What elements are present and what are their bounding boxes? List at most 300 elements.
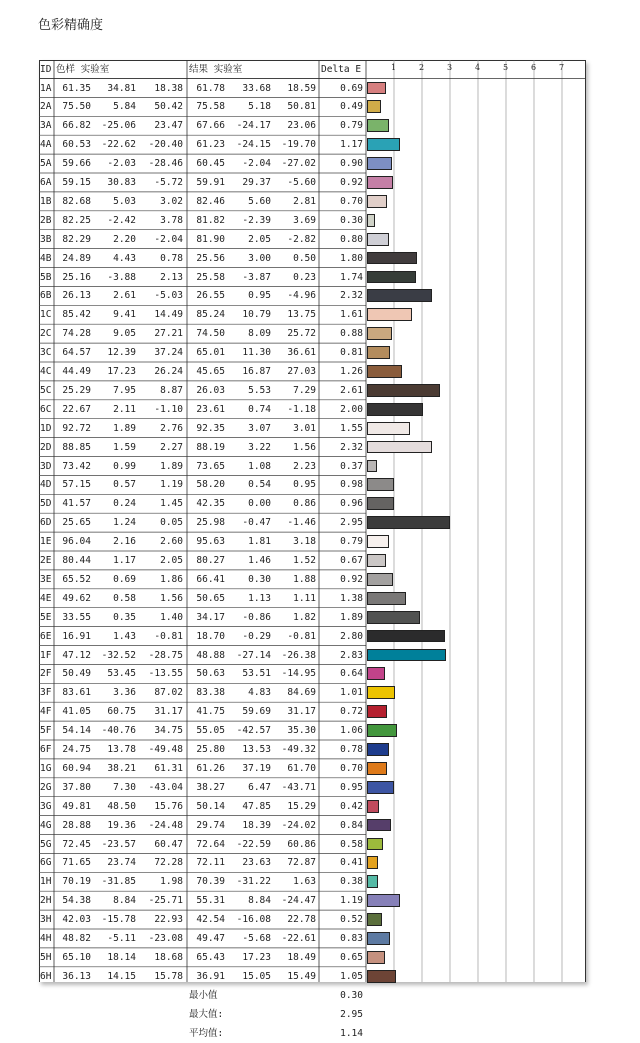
summary-label: 最小值 [189, 989, 218, 1001]
result-lab-value: 55.31 [196, 895, 225, 907]
sample-lab-value: -25.06 [101, 120, 136, 132]
delta-e-value: 2.32 [340, 441, 363, 453]
result-lab-value: 58.20 [196, 479, 225, 491]
result-lab-value: 13.53 [242, 744, 271, 755]
delta-e-bar [367, 157, 392, 170]
patch-id: 6D [40, 517, 52, 529]
result-lab-value: 50.63 [196, 668, 225, 680]
delta-e-bar [367, 838, 383, 851]
sample-lab-value: 2.11 [113, 403, 136, 415]
delta-e-bar [367, 724, 397, 737]
sample-lab-value: 2.27 [160, 441, 183, 453]
result-lab-value: 92.35 [196, 422, 225, 434]
result-lab-value: 1.81 [248, 536, 271, 548]
delta-e-bar [367, 308, 412, 321]
sample-lab-value: 44.49 [62, 366, 91, 377]
delta-e-value: 1.05 [340, 970, 363, 982]
sample-lab-value: 0.69 [113, 573, 136, 585]
delta-e-bar [367, 478, 394, 491]
sample-lab-value: -5.72 [154, 177, 183, 188]
sample-lab-value: 26.13 [62, 290, 91, 302]
sample-lab-value: 73.42 [62, 460, 91, 472]
sample-lab-value: 82.25 [62, 214, 91, 226]
result-lab-value: 74.50 [196, 328, 225, 340]
delta-e-bar [367, 176, 393, 189]
delta-e-value: 0.81 [340, 347, 363, 359]
result-lab-value: 47.85 [242, 800, 271, 812]
sample-lab-value: 15.76 [154, 800, 183, 812]
sample-lab-value: -24.48 [148, 819, 183, 831]
sample-lab-value: 60.75 [107, 706, 136, 718]
result-lab-value: 16.87 [242, 366, 271, 377]
delta-e-value: 1.06 [340, 725, 363, 737]
delta-e-value: 0.52 [340, 914, 363, 926]
delta-e-bar [367, 875, 378, 888]
patch-id: 1A [40, 82, 52, 94]
delta-e-value: 1.55 [340, 422, 363, 434]
patch-id: 2H [40, 895, 52, 907]
sample-lab-value: 19.36 [107, 819, 136, 831]
delta-e-bar [367, 403, 423, 416]
patch-id: 6E [40, 630, 52, 642]
delta-e-value: 0.78 [340, 744, 363, 755]
sample-lab-value: 0.99 [113, 460, 136, 472]
result-lab-value: -24.47 [281, 895, 316, 907]
sample-lab-value: 85.42 [62, 309, 91, 321]
result-lab-value: -26.38 [281, 649, 316, 661]
sample-lab-value: 60.47 [154, 838, 183, 850]
result-lab-value: -1.18 [287, 403, 316, 415]
sample-lab-value: 38.21 [107, 762, 136, 774]
sample-lab-value: 70.19 [62, 876, 91, 888]
patch-id: 3C [40, 347, 52, 359]
result-lab-value: -5.68 [242, 933, 271, 944]
sample-lab-value: 96.04 [62, 536, 91, 548]
sample-lab-value: 26.24 [154, 366, 183, 377]
result-lab-value: 25.98 [196, 517, 225, 529]
sample-lab-value: 1.45 [160, 498, 183, 510]
result-lab-value: 0.00 [248, 498, 271, 510]
result-lab-value: 1.46 [248, 555, 271, 566]
color-accuracy-table [39, 60, 586, 1039]
result-lab-value: 61.78 [196, 82, 225, 94]
delta-e-value: 0.38 [340, 876, 363, 888]
result-lab-value: 23.06 [287, 120, 316, 132]
result-lab-value: 3.00 [248, 252, 271, 264]
delta-e-bar [367, 119, 389, 132]
patch-id: 5D [40, 498, 52, 510]
sample-lab-value: 7.30 [113, 781, 136, 793]
sample-lab-value: 49.62 [62, 592, 91, 604]
sample-lab-value: 48.82 [62, 933, 91, 944]
sample-lab-value: -32.52 [101, 649, 136, 661]
sample-lab-value: 4.43 [113, 252, 136, 264]
sample-lab-value: 25.16 [62, 271, 91, 283]
patch-id: 4F [40, 706, 52, 718]
axis-tick-label: 6 [531, 63, 537, 72]
delta-e-bar [367, 819, 391, 832]
delta-e-value: 1.17 [340, 139, 363, 151]
result-lab-value: 18.49 [287, 951, 316, 963]
result-lab-value: 27.03 [287, 366, 316, 377]
patch-id: 1G [40, 762, 52, 774]
sample-lab-value: 57.15 [62, 479, 91, 491]
result-lab-value: 50.65 [196, 592, 225, 604]
delta-e-value: 2.95 [340, 517, 363, 529]
result-lab-value: 66.41 [196, 573, 225, 585]
patch-id: 3E [40, 573, 52, 585]
sample-lab-value: 17.23 [107, 366, 136, 377]
patch-id: 1H [40, 876, 52, 888]
sample-lab-value: 1.40 [160, 611, 183, 623]
result-lab-value: 11.30 [242, 347, 271, 359]
sample-lab-value: 25.29 [62, 384, 91, 396]
axis-tick-label: 7 [559, 63, 565, 72]
sample-lab-value: 5.84 [113, 101, 136, 113]
patch-id: 4H [40, 933, 52, 944]
result-lab-value: 25.56 [196, 252, 225, 264]
result-lab-value: 36.91 [196, 970, 225, 982]
sample-lab-value: 8.84 [113, 895, 136, 907]
result-lab-value: -31.22 [236, 876, 271, 888]
delta-e-value: 1.89 [340, 611, 363, 623]
sample-lab-value: 1.24 [113, 517, 136, 529]
result-lab-value: 72.87 [287, 857, 316, 869]
sample-lab-value: 74.28 [62, 328, 91, 340]
patch-id: 2D [40, 441, 52, 453]
result-lab-value: 5.60 [248, 195, 271, 207]
sample-lab-value: 37.24 [154, 347, 183, 359]
result-lab-value: 3.69 [293, 214, 316, 226]
delta-e-bar [367, 951, 385, 964]
sample-lab-value: -5.03 [154, 290, 183, 302]
delta-e-bar [367, 573, 393, 586]
axis-tick-label: 5 [503, 63, 509, 72]
result-lab-value: 65.43 [196, 951, 225, 963]
delta-e-value: 2.80 [340, 630, 363, 642]
delta-e-value: 0.92 [340, 573, 363, 585]
delta-e-value: 0.41 [340, 857, 363, 869]
patch-id: 5G [40, 838, 52, 850]
delta-e-bar [367, 82, 386, 95]
delta-e-value: 0.69 [340, 82, 363, 94]
result-lab-value: 0.30 [248, 573, 271, 585]
delta-e-bar [367, 365, 402, 378]
delta-e-value: 0.79 [340, 536, 363, 548]
sample-lab-value: 1.98 [160, 876, 183, 888]
sample-lab-value: -22.62 [101, 139, 136, 151]
patch-id: 4E [40, 592, 52, 604]
patch-id: 4D [40, 479, 52, 491]
sample-lab-value: 80.44 [62, 555, 91, 566]
sample-lab-value: 1.43 [113, 630, 136, 642]
delta-e-bar [367, 970, 396, 983]
result-lab-value: 1.56 [293, 441, 316, 453]
result-lab-value: 1.82 [293, 611, 316, 623]
sample-lab-value: 3.36 [113, 687, 136, 699]
sample-lab-value: 23.47 [154, 120, 183, 132]
sample-lab-value: 9.05 [113, 328, 136, 340]
result-lab-value: 37.19 [242, 762, 271, 774]
sample-lab-value: 13.78 [107, 744, 136, 755]
patch-id: 2C [40, 328, 52, 340]
sample-lab-value: -25.71 [148, 895, 183, 907]
delta-e-bar [367, 932, 390, 945]
delta-e-bar [367, 856, 378, 869]
sample-lab-value: 24.75 [62, 744, 91, 755]
delta-e-bar [367, 800, 379, 813]
sample-lab-value: 1.86 [160, 573, 183, 585]
sample-lab-value: 53.45 [107, 668, 136, 680]
delta-e-value: 0.72 [340, 706, 363, 718]
sample-lab-value: 1.56 [160, 592, 183, 604]
result-lab-value: 1.11 [293, 592, 316, 604]
delta-e-bar [367, 554, 386, 567]
sample-lab-value: -40.76 [101, 725, 136, 737]
result-lab-value: -27.14 [236, 649, 271, 661]
delta-e-value: 1.80 [340, 252, 363, 264]
sample-lab-value: 28.88 [62, 819, 91, 831]
sample-lab-value: 30.83 [107, 177, 136, 188]
sample-lab-value: 60.94 [62, 762, 91, 774]
sample-lab-value: 1.59 [113, 441, 136, 453]
sample-lab-value: 12.39 [107, 347, 136, 359]
sample-lab-value: 9.41 [113, 309, 136, 321]
result-lab-value: 26.55 [196, 290, 225, 302]
delta-e-value: 0.98 [340, 479, 363, 491]
result-lab-value: 25.58 [196, 271, 225, 283]
result-lab-value: 8.09 [248, 328, 271, 340]
result-lab-value: 35.30 [287, 725, 316, 737]
delta-e-value: 1.74 [340, 271, 363, 283]
delta-e-value: 0.64 [340, 668, 363, 680]
patch-id: 4B [40, 252, 52, 264]
result-lab-value: 61.26 [196, 762, 225, 774]
sample-lab-value: 59.66 [62, 158, 91, 170]
result-lab-value: 60.86 [287, 838, 316, 850]
summary-label: 平均值: [189, 1027, 224, 1039]
result-lab-value: 5.18 [248, 101, 271, 113]
sample-lab-value: -15.78 [101, 914, 136, 926]
result-lab-value: 42.54 [196, 914, 225, 926]
sample-lab-value: 15.78 [154, 970, 183, 982]
sample-lab-value: 2.13 [160, 271, 183, 283]
sample-lab-value: 66.82 [62, 120, 91, 132]
result-lab-value: 17.23 [242, 951, 271, 963]
result-lab-value: 50.81 [287, 101, 316, 113]
sample-lab-value: -43.04 [148, 781, 183, 793]
sample-lab-value: 3.02 [160, 195, 183, 207]
delta-e-bar [367, 762, 387, 775]
result-lab-value: 18.70 [196, 630, 225, 642]
result-lab-value: 18.39 [242, 819, 271, 831]
patch-id: 1C [40, 309, 52, 321]
patch-id: 4A [40, 139, 52, 151]
result-lab-value: 22.78 [287, 914, 316, 926]
result-lab-value: 15.29 [287, 800, 316, 812]
sample-lab-value: 2.61 [113, 290, 136, 302]
delta-e-bar [367, 233, 389, 246]
result-lab-value: -16.08 [236, 914, 271, 926]
result-lab-value: 67.66 [196, 120, 225, 132]
sample-lab-value: 24.89 [62, 252, 91, 264]
sample-lab-value: 72.28 [154, 857, 183, 869]
sample-lab-value: 65.52 [62, 573, 91, 585]
sample-lab-value: 7.95 [113, 384, 136, 396]
delta-e-bar [367, 535, 389, 548]
result-lab-value: -2.04 [242, 158, 271, 170]
sample-lab-value: 0.57 [113, 479, 136, 491]
sample-lab-value: 61.35 [62, 82, 91, 94]
result-lab-value: -43.71 [281, 781, 316, 793]
sample-lab-value: 42.03 [62, 914, 91, 926]
sample-lab-value: 0.05 [160, 517, 183, 529]
delta-e-value: 0.42 [340, 800, 363, 812]
sample-lab-value: 61.31 [154, 762, 183, 774]
sample-lab-value: 75.50 [62, 101, 91, 113]
delta-e-bar [367, 516, 450, 529]
sample-lab-value: 14.49 [154, 309, 183, 321]
sample-lab-value: 47.12 [62, 649, 91, 661]
sample-lab-value: 23.74 [107, 857, 136, 869]
sample-lab-value: 34.75 [154, 725, 183, 737]
result-lab-value: 70.39 [196, 876, 225, 888]
result-lab-value: 2.81 [293, 195, 316, 207]
sample-lab-value: 2.20 [113, 233, 136, 245]
result-lab-value: 0.50 [293, 252, 316, 264]
sample-lab-value: 8.87 [160, 384, 183, 396]
patch-id: 6B [40, 290, 52, 302]
result-lab-value: 81.90 [196, 233, 225, 245]
sample-lab-value: 2.76 [160, 422, 183, 434]
result-lab-value: 50.14 [196, 800, 225, 812]
sample-lab-value: 65.10 [62, 951, 91, 963]
summary-value: 1.14 [340, 1027, 363, 1039]
result-lab-value: 25.80 [196, 744, 225, 755]
result-lab-value: 34.17 [196, 611, 225, 623]
sample-lab-value: 18.14 [107, 951, 136, 963]
patch-id: 6F [40, 744, 52, 755]
result-lab-value: -42.57 [236, 725, 271, 737]
result-lab-value: 80.27 [196, 555, 225, 566]
delta-e-value: 0.70 [340, 195, 363, 207]
patch-id: 4G [40, 819, 52, 831]
sample-lab-value: 41.05 [62, 706, 91, 718]
patch-id: 6H [40, 970, 52, 982]
result-lab-value: 85.24 [196, 309, 225, 321]
result-lab-value: 42.35 [196, 498, 225, 510]
sample-lab-value: 22.93 [154, 914, 183, 926]
result-lab-value: -27.02 [281, 158, 316, 170]
sample-lab-value: -5.11 [107, 933, 136, 944]
delta-e-bar [367, 592, 406, 605]
delta-e-value: 0.96 [340, 498, 363, 510]
result-lab-value: 13.75 [287, 309, 316, 321]
delta-e-value: 0.90 [340, 158, 363, 170]
delta-e-bar [367, 667, 385, 680]
sample-lab-value: 92.72 [62, 422, 91, 434]
sample-lab-value: -20.40 [148, 139, 183, 151]
result-lab-value: 75.58 [196, 101, 225, 113]
sample-lab-value: 34.81 [107, 82, 136, 94]
result-lab-value: 53.51 [242, 668, 271, 680]
page-title: 色彩精确度 [38, 18, 104, 33]
sample-lab-value: -1.10 [154, 403, 183, 415]
delta-e-bar [367, 100, 381, 113]
sample-lab-value: 50.49 [62, 668, 91, 680]
sample-lab-value: 22.67 [62, 403, 91, 415]
result-lab-value: 0.95 [248, 290, 271, 302]
result-lab-value: 7.29 [293, 384, 316, 396]
sample-lab-value: -23.57 [101, 838, 136, 850]
result-lab-value: 65.01 [196, 347, 225, 359]
result-lab-value: 0.86 [293, 498, 316, 510]
result-lab-value: 1.63 [293, 876, 316, 888]
summary-value: 0.30 [340, 989, 363, 1001]
delta-e-bar [367, 252, 417, 265]
axis-tick-label: 3 [447, 63, 453, 72]
result-lab-value: -3.87 [242, 271, 271, 283]
patch-id: 3A [40, 120, 52, 132]
delta-e-bar [367, 384, 440, 397]
result-lab-value: -1.46 [287, 517, 316, 529]
sample-lab-value: 88.85 [62, 441, 91, 453]
result-lab-value: -22.59 [236, 838, 271, 850]
delta-e-value: 0.95 [340, 781, 363, 793]
delta-e-bar [367, 649, 446, 662]
sample-lab-value: 0.58 [113, 592, 136, 604]
patch-id: 3B [40, 233, 52, 245]
delta-e-value: 2.32 [340, 290, 363, 302]
delta-e-value: 1.38 [340, 592, 363, 604]
sample-lab-value: -0.81 [154, 630, 183, 642]
sample-lab-value: 18.68 [154, 951, 183, 963]
patch-id: 3D [40, 460, 52, 472]
delta-e-value: 0.80 [340, 233, 363, 245]
result-lab-value: 73.65 [196, 460, 225, 472]
sample-lab-value: 71.65 [62, 857, 91, 869]
result-lab-value: 36.61 [287, 347, 316, 359]
patch-id: 2A [40, 101, 52, 113]
result-lab-value: 88.19 [196, 441, 225, 453]
sample-lab-value: 5.03 [113, 195, 136, 207]
delta-e-bar [367, 630, 445, 643]
result-lab-value: -19.70 [281, 139, 316, 151]
delta-e-value: 0.84 [340, 819, 363, 831]
result-lab-value: 1.52 [293, 555, 316, 566]
sample-lab-value: 25.65 [62, 517, 91, 529]
result-lab-value: 82.46 [196, 195, 225, 207]
result-lab-value: 84.69 [287, 687, 316, 699]
patch-id: 1D [40, 422, 52, 434]
sample-lab-value: 48.50 [107, 800, 136, 812]
result-lab-value: 95.63 [196, 536, 225, 548]
sample-lab-value: -13.55 [148, 668, 183, 680]
delta-e-bar [367, 781, 394, 794]
delta-e-value: 0.70 [340, 762, 363, 774]
result-lab-value: 72.11 [196, 857, 225, 869]
patch-id: 2B [40, 214, 52, 226]
result-lab-value: 81.82 [196, 214, 225, 226]
header-sample-lab: 色样 实验室 [56, 64, 110, 75]
header-delta-e: Delta E [321, 64, 362, 75]
result-lab-value: 29.74 [196, 819, 225, 831]
delta-e-bar [367, 686, 395, 699]
delta-e-bar [367, 422, 410, 435]
sample-lab-value: 1.17 [113, 555, 136, 566]
result-lab-value: 1.08 [248, 460, 271, 472]
result-lab-value: -0.29 [242, 630, 271, 642]
